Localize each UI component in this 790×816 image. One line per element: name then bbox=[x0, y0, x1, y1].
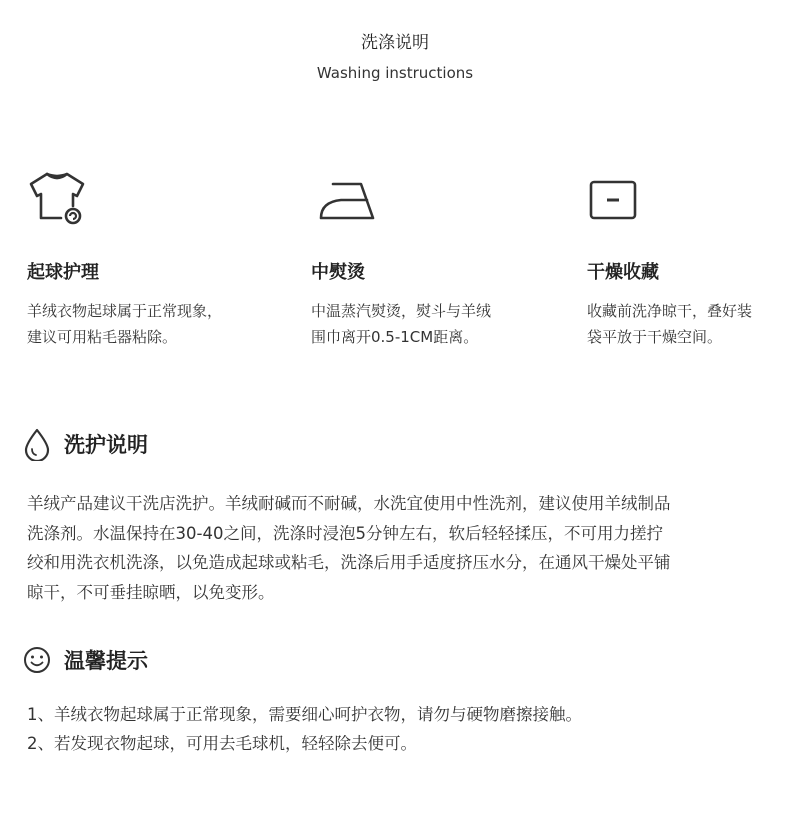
feature-title: 起球护理 bbox=[27, 262, 99, 283]
section-title: 洗护说明 bbox=[64, 433, 148, 457]
page-subtitle: Washing instructions bbox=[316, 64, 474, 82]
tip-item: 1、羊绒衣物起球属于正常现象，需要细心呵护衣物，请勿与硬物磨擦接触。 bbox=[27, 705, 582, 724]
tshirt-pilling-icon bbox=[27, 168, 91, 232]
tips-section-header bbox=[22, 643, 148, 677]
feature-ironing bbox=[311, 168, 511, 346]
feature-pilling-care bbox=[27, 168, 227, 346]
smiley-icon bbox=[22, 643, 52, 677]
page-title: 洗涤说明 bbox=[361, 33, 429, 53]
feature-description: 羊绒衣物起球属于正常现象， 建议可用粘毛器粘除。 bbox=[27, 302, 223, 346]
iron-icon bbox=[311, 168, 375, 232]
section-title: 温馨提示 bbox=[64, 649, 148, 673]
dry-storage-icon bbox=[587, 168, 651, 232]
feature-description: 中温蒸汽熨烫，熨斗与羊绒 围巾离开0.5-1CM距离。 bbox=[311, 302, 492, 346]
tip-item: 2、若发现衣物起球，可用去毛球机，轻轻除去便可。 bbox=[27, 734, 417, 753]
wash-instructions-text: 羊绒产品建议干洗店洗护。羊绒耐碱而不耐碱，水洗宜使用中性洗剂，建议使用羊绒制品 洗涤剂。水温保持在30-40之间，洗涤时浸泡5分钟左右，软后轻轻揉压，不可用力搓拧 绞和用洗衣机洗涤，以免造成起球或粘毛，洗涤后用手适度挤压水分，在通风干燥处平铺 晾干，不可垂挂晾晒，以免变形。 bbox=[27, 494, 671, 602]
feature-title: 中熨烫 bbox=[311, 262, 365, 283]
water-drop-icon bbox=[22, 427, 52, 461]
feature-title: 干燥收藏 bbox=[587, 262, 659, 283]
wash-section-header bbox=[22, 427, 148, 461]
feature-dry-storage bbox=[587, 168, 787, 346]
feature-description: 收藏前洗净晾干，叠好装 袋平放于干燥空间。 bbox=[587, 302, 753, 346]
